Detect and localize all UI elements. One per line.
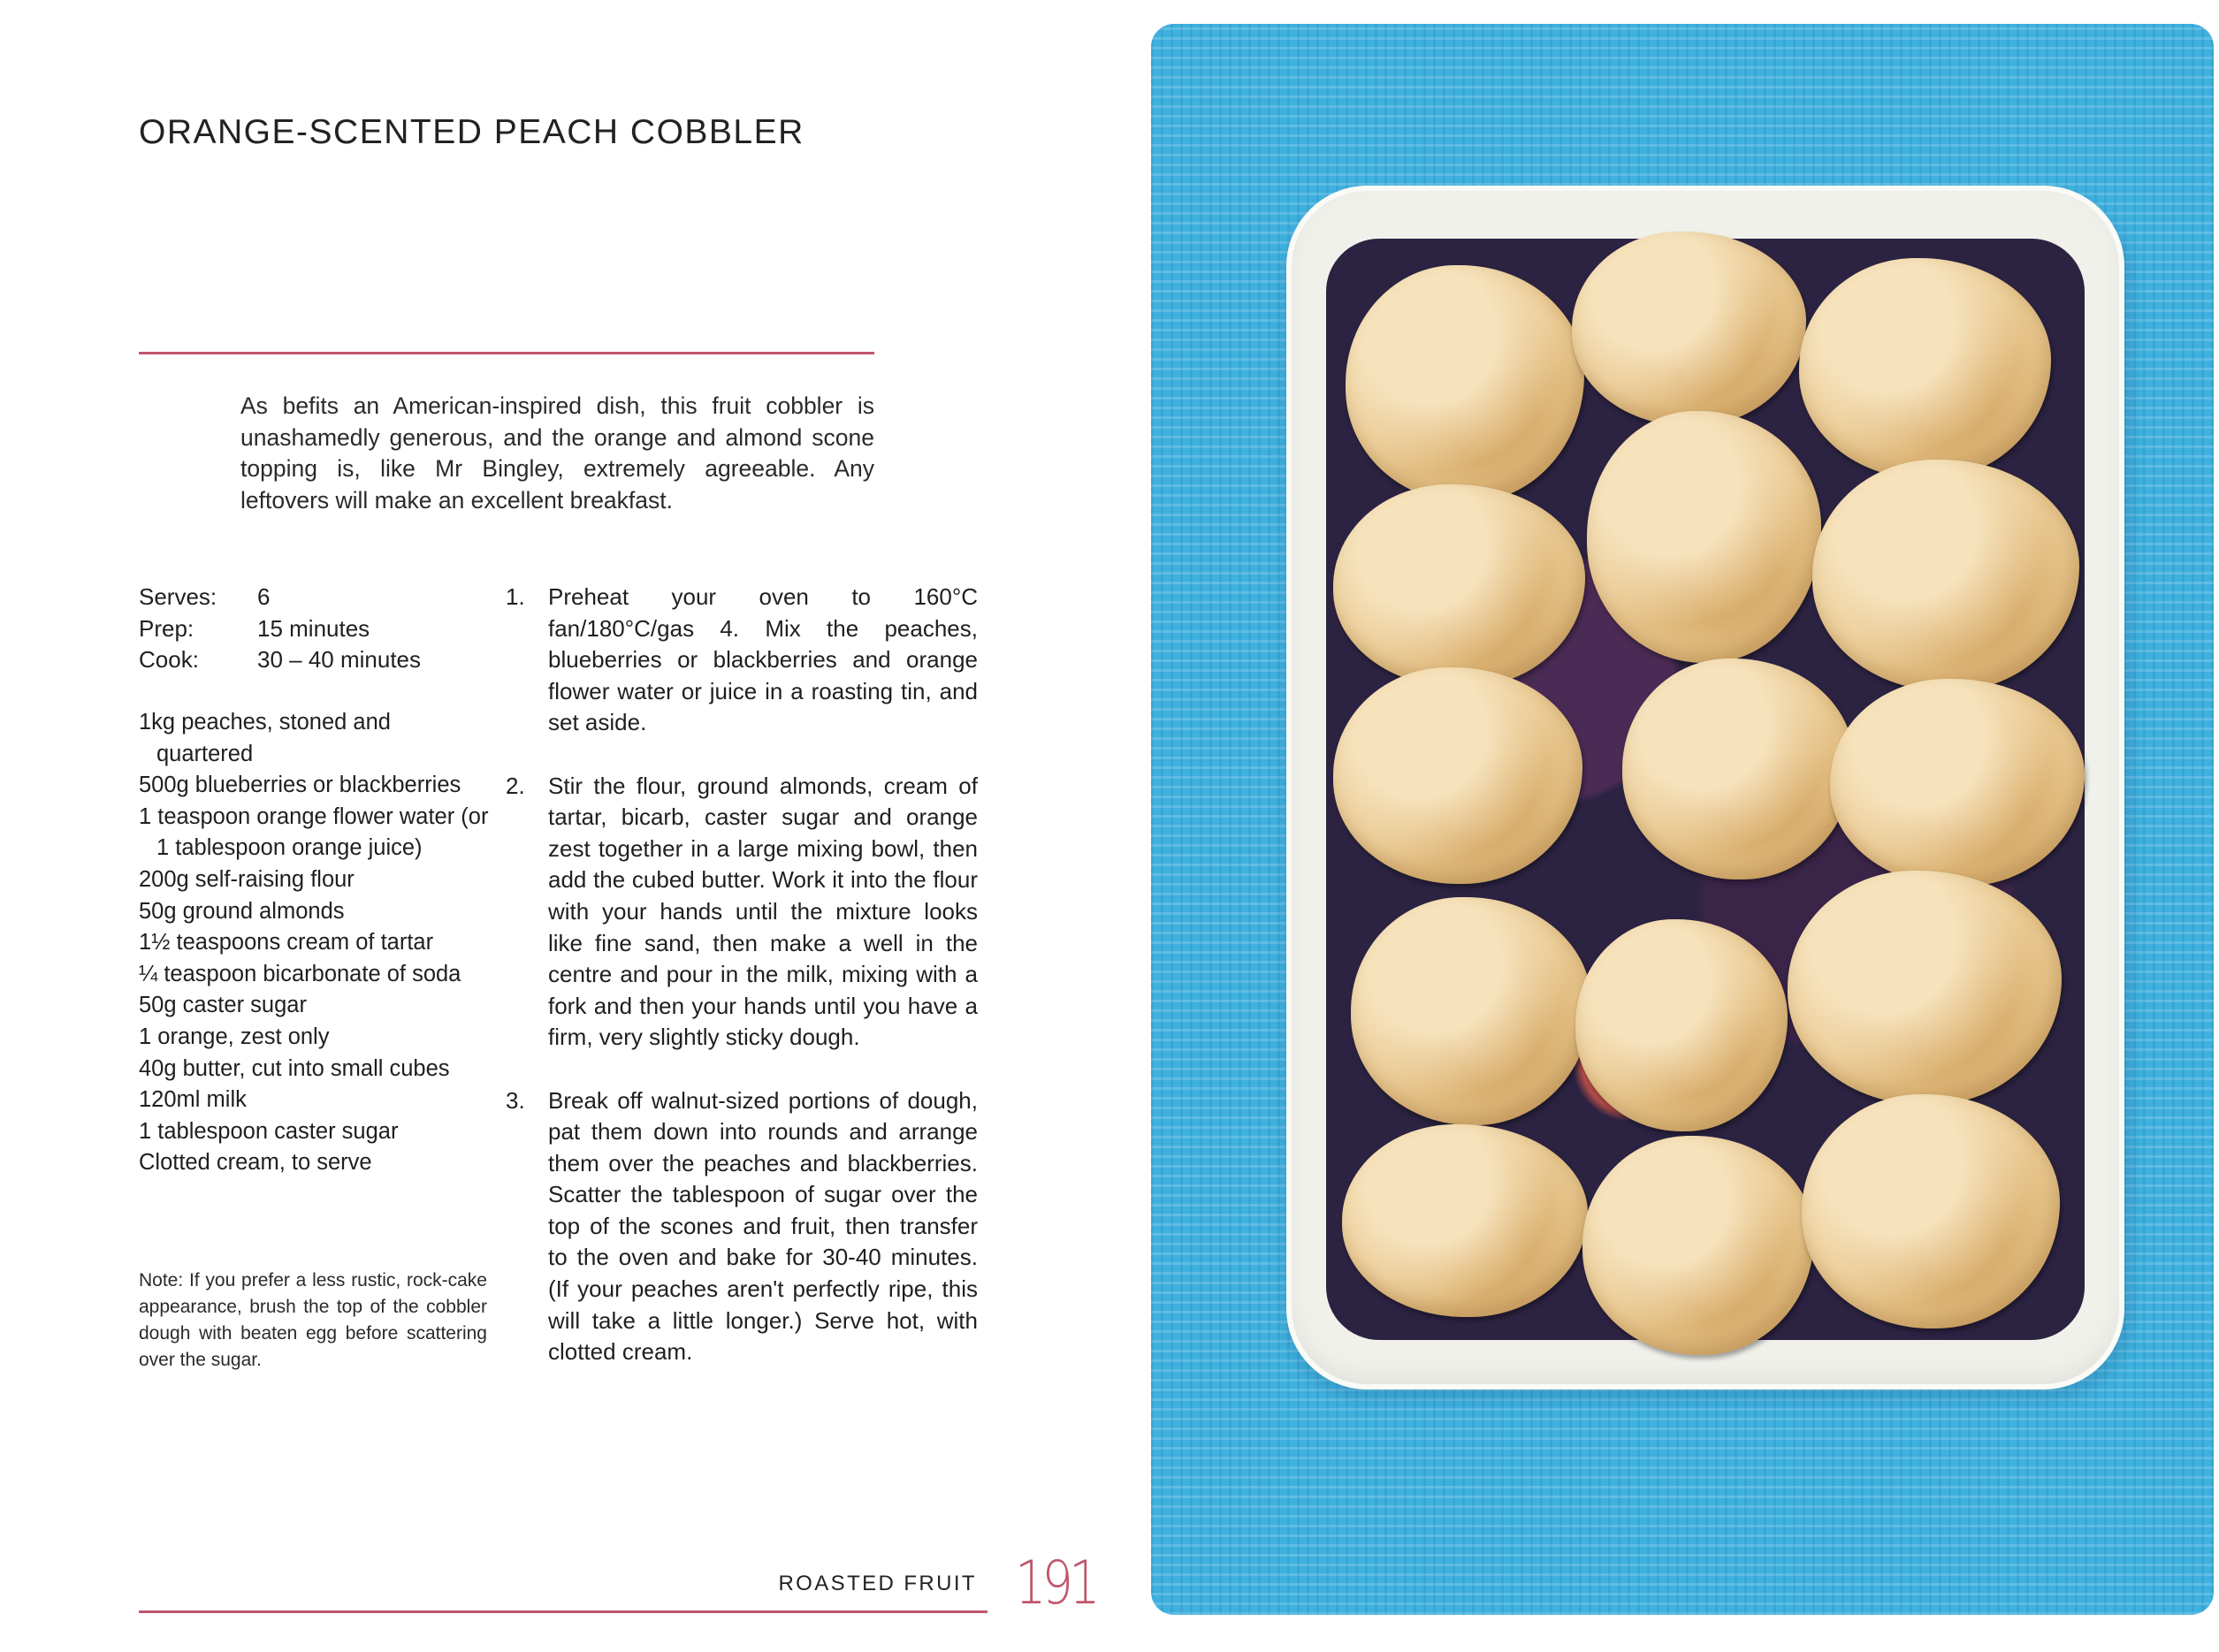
scone — [1802, 1094, 2060, 1328]
method-step — [506, 582, 978, 739]
step-number: 3. — [506, 1086, 525, 1114]
scone — [1788, 871, 2062, 1105]
footer-divider — [139, 1610, 987, 1613]
footer-section-name: ROASTED FRUIT — [778, 1572, 977, 1595]
ingredient-item: 200g self-raising flour — [139, 866, 355, 892]
scone — [1582, 1136, 1814, 1355]
meta-value: 6 — [257, 583, 271, 610]
step-text: Stir the flour, ground almonds, cream of tartar, bicarb, caster sugar and orange zest together in a large mixing bowl, then add the cubed butter. Work it into the flour with your hands until the mixture looks like fine sand, then make a well in the centre and pour in the milk, mixing with a fork and then your hands until you have a firm, very slightly sticky dough. — [548, 772, 978, 1051]
scone — [1572, 232, 1806, 426]
meta-cook — [139, 644, 421, 676]
scone — [1587, 411, 1821, 663]
scone — [1351, 897, 1591, 1125]
scone — [1830, 679, 2085, 887]
ingredient-item: 50g ground almonds — [139, 898, 345, 924]
ingredient-item: 50g caster sugar — [139, 993, 307, 1018]
recipe-meta — [139, 582, 421, 676]
ingredient-item: 1½ teaspoons cream of tartar — [139, 930, 434, 955]
ingredient-item: ¼ teaspoon bicarbonate of soda — [139, 961, 461, 986]
ingredient-item: 120ml milk — [139, 1087, 247, 1113]
ingredient-item: 40g butter, cut into small cubes — [139, 1055, 450, 1081]
step-text: Break off walnut-sized portions of dough, pat them down into rounds and arrange them over the peaches and blackberries. Scatter the tablespoon of sugar over the top of the scones and fruit, then transfer to the oven and bake for 30-40 minutes. (If your peaches aren't perfectly ripe, this will take a little longer.) Serve hot, with clotted cream. — [548, 1086, 978, 1366]
scone — [1799, 258, 2051, 479]
meta-label: Prep: — [139, 614, 194, 642]
scone — [1342, 1124, 1588, 1317]
step-text: Preheat your oven to 160°C fan/180°C/gas 4. Mix the peaches, blueberries or blackberries and orange flower water or juice in a roasting tin, and set aside. — [548, 583, 978, 736]
meta-value: 15 minutes — [257, 614, 370, 642]
method-steps — [506, 582, 978, 1399]
method-step — [506, 1085, 978, 1368]
ingredient-item: Clotted cream, to serve — [139, 1150, 372, 1176]
recipe-note: Note: If you prefer a less rustic, rock-cake appearance, brush the top of the cobbler dough with beaten egg before scattering over the sugar. — [139, 1270, 487, 1370]
ingredient-item: 1 tablespoon caster sugar — [139, 1118, 399, 1144]
meta-label: Serves: — [139, 583, 217, 610]
meta-serves — [139, 582, 421, 613]
ingredient-item: 1 orange, zest only — [139, 1024, 330, 1049]
ingredient-item: 500g blueberries or blackberries — [139, 773, 461, 798]
recipe-title: ORANGE-SCENTED PEACH COBBLER — [139, 113, 804, 151]
step-number: 1. — [506, 583, 525, 610]
recipe-intro: As befits an American-inspired dish, this fruit cobbler is unashamedly generous, and the orange and almond scone topping is, like Mr Bingley, extremely agreeable. Any leftovers will make an excellent breakfast. — [240, 392, 874, 514]
scone — [1333, 484, 1585, 688]
ingredient-list — [139, 707, 492, 1179]
title-divider — [139, 352, 874, 354]
meta-label: Cook: — [139, 646, 199, 674]
scone — [1333, 667, 1582, 884]
scone — [1812, 460, 2079, 691]
step-number: 2. — [506, 772, 525, 799]
ingredient-item: 1 teaspoon orange flower water (or 1 tablespoon orange juice) — [139, 803, 489, 861]
meta-value: 30 – 40 minutes — [257, 646, 422, 674]
scone — [1575, 919, 1788, 1131]
scone — [1346, 265, 1584, 502]
method-step — [506, 771, 978, 1054]
meta-prep — [139, 613, 421, 645]
page-number: 191 — [1015, 1549, 1096, 1618]
ingredient-item: 1kg peaches, stoned and quartered — [139, 710, 391, 766]
scone — [1622, 659, 1854, 879]
